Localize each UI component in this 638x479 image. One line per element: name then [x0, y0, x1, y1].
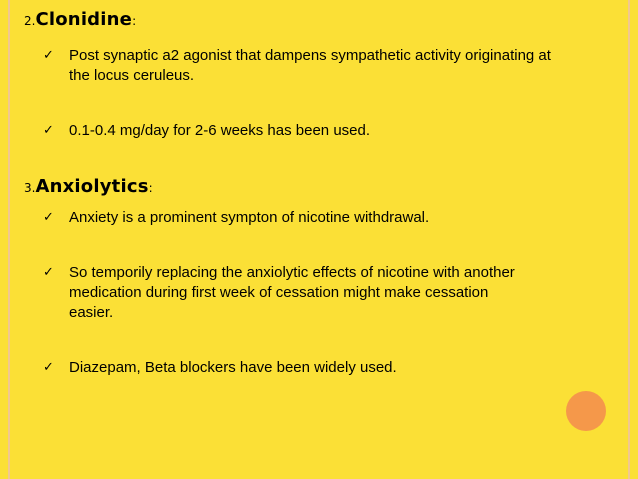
decorative-circle	[566, 391, 606, 431]
left-border-line	[8, 0, 10, 479]
section-colon: :	[132, 14, 137, 28]
bullet-item	[43, 263, 533, 323]
checkmark-icon: ✓	[43, 123, 54, 138]
bullet-text: 0.1-0.4 mg/day for 2-6 weeks has been used.	[69, 122, 371, 139]
bullet-text: Diazepam, Beta blockers have been widely used.	[69, 359, 397, 376]
section-heading-anxiolytics	[24, 176, 153, 197]
section-number: 2.	[24, 14, 36, 28]
bullet-item	[43, 358, 563, 378]
checkmark-icon: ✓	[43, 265, 54, 280]
checkmark-icon: ✓	[43, 360, 54, 375]
bullet-item	[43, 208, 563, 228]
bullet-text: Post synaptic a2 agonist that dampens sympathetic activity originating at the locus ceruleus.	[69, 47, 551, 84]
right-border-line	[628, 0, 630, 479]
section-number: 3.	[24, 181, 36, 195]
bullet-text: Anxiety is a prominent sympton of nicotine withdrawal.	[69, 209, 430, 226]
section-heading-clonidine	[24, 9, 136, 30]
checkmark-icon: ✓	[43, 210, 54, 225]
bullet-item	[43, 46, 563, 86]
section-title: Anxiolytics	[35, 176, 149, 197]
section-colon: :	[148, 181, 153, 195]
checkmark-icon: ✓	[43, 48, 54, 63]
bullet-item	[43, 121, 563, 141]
section-title: Clonidine	[35, 9, 133, 30]
bullet-text: So temporily replacing the anxiolytic effects of nicotine with another medication during first week of cessation might make cessation easier.	[69, 264, 515, 321]
